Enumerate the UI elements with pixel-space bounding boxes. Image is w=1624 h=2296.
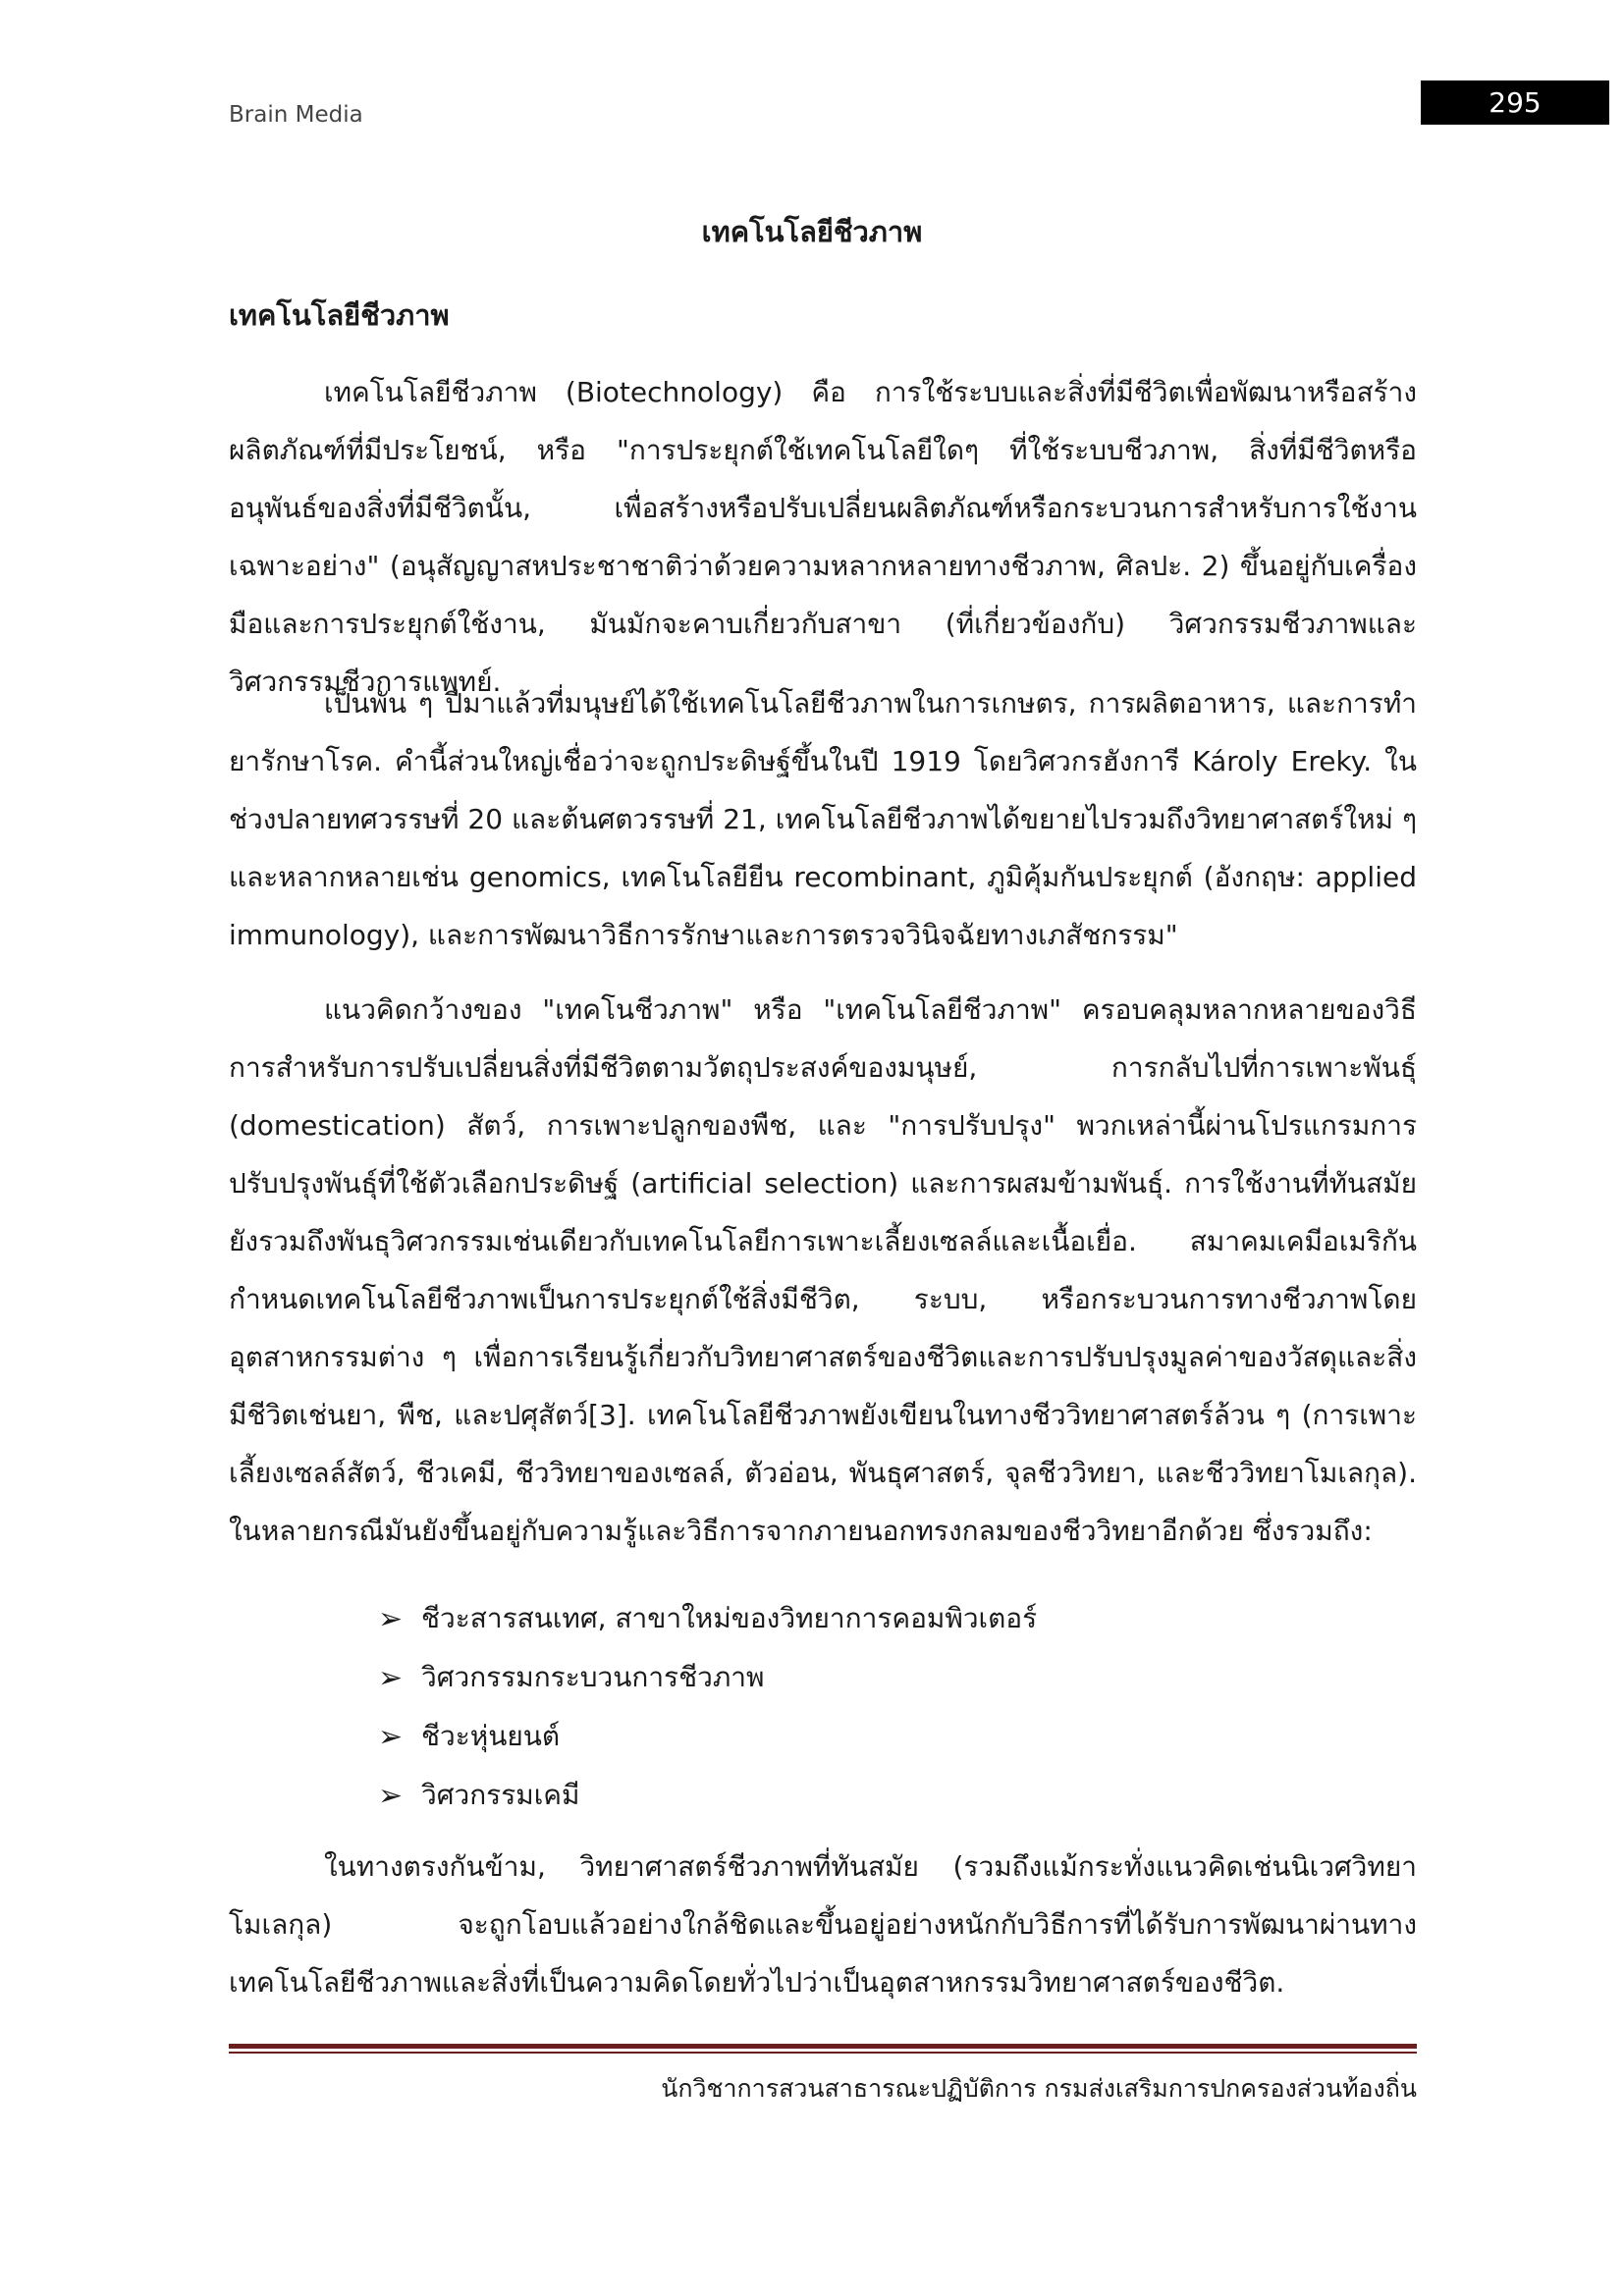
list-item bbox=[378, 1648, 1037, 1707]
arrow-bullet-icon: ➢ bbox=[378, 1778, 404, 1813]
paragraph-text: แนวคิดกว้างของ "เทคโนชีวภาพ" หรือ "เทคโนโลยีชีวภาพ" ครอบคลุมหลากหลายของวิธีการสำหรับการปรับเปลี่ยนสิ่งที่มีชีวิตตามวัตถุประสงค์ของมนุษย์, การกลับไปที่การเพาะพันธุ์ (domestication) สัตว์, การเพาะปลูกของพืช, และ "การปรับปรุง" พวกเหล่านี้ผ่านโปรแกรมการปรับปรุงพันธุ์ที่ใช้ตัวเลือกประดิษฐ์ (artificial selection) และการผสมข้ามพันธุ์. การใช้งานที่ทันสมัยยังรวมถึงพันธุวิศวกรรมเช่นเดียวกับเทคโนโลยีการเพาะเลี้ยงเซลล์และเนื้อเยื่อ. สมาคมเคมีอเมริกันกำหนดเทคโนโลยีชีวภาพเป็นการประยุกต์ใช้สิ่งมีชีวิต, ระบบ, หรือกระบวนการทางชีวภาพโดยอุตสาหกรรมต่าง ๆ เพื่อการเรียนรู้เกี่ยวกับวิทยาศาสตร์ของชีวิตและการปรับปรุงมูลค่าของวัสดุและสิ่งมีชีวิตเช่นยา, พืช, และปศุสัตว์[3]. เทคโนโลยีชีวภาพยังเขียนในทางชีววิทยาศาสตร์ล้วน ๆ (การเพาะเลี้ยงเซลล์สัตว์, ชีวเคมี, ชีววิทยาของเซลล์, ตัวอ่อน, พันธุศาสตร์, จุลชีววิทยา, และชีววิทยาโมเลกุล). ในหลายกรณีมันยังขึ้นอยู่กับความรู้และวิธีการจากภายนอกทรงกลมของชีววิทยาอีกด้วย ซึ่งรวมถึง: bbox=[229, 993, 1417, 1547]
paragraph-4 bbox=[229, 1838, 1417, 2011]
paragraph-text: เป็นพัน ๆ ปีมาแล้วที่มนุษย์ได้ใช้เทคโนโลยีชีวภาพในการเกษตร, การผลิตอาหาร, และการทำยารักษาโรค. คำนี้ส่วนใหญ่เชื่อว่าจะถูกประดิษฐ์ขึ้นในปี 1919 โดยวิศวกรฮังการี Károly Ereky. ในช่วงปลายทศวรรษที่ 20 และต้นศตวรรษที่ 21, เทคโนโลยีชีวภาพได้ขยายไปรวมถึงวิทยาศาสตร์ใหม่ ๆ และหลากหลายเช่น genomics, เทคโนโลยียีน recombinant, ภูมิคุ้มกันประยุกต์ (อังกฤษ: applied immunology), และการพัฒนาวิธีการรักษาและการตรวจวินิจฉัยทางเภสัชกรรม" bbox=[229, 687, 1417, 951]
page-number-badge: 295 bbox=[1421, 80, 1609, 125]
paragraph-3 bbox=[229, 981, 1417, 1560]
paragraph-2 bbox=[229, 674, 1417, 964]
paragraph-1 bbox=[229, 363, 1417, 711]
footer-divider-thin bbox=[229, 2052, 1417, 2054]
list-item bbox=[378, 1589, 1037, 1648]
page-title: เทคโนโลยีชีวภาพ bbox=[701, 215, 923, 248]
brand-name: Brain Media bbox=[229, 102, 363, 128]
bullet-list bbox=[378, 1589, 1037, 1825]
arrow-bullet-icon: ➢ bbox=[378, 1601, 404, 1636]
list-item-text: วิศวกรรมเคมี bbox=[421, 1779, 580, 1811]
section-heading: เทคโนโลยีชีวภาพ bbox=[229, 298, 450, 332]
list-item bbox=[378, 1707, 1037, 1766]
arrow-bullet-icon: ➢ bbox=[378, 1660, 404, 1695]
footer-divider bbox=[229, 2044, 1417, 2049]
paragraph-text: ในทางตรงกันข้าม, วิทยาศาสตร์ชีวภาพที่ทันสมัย (รวมถึงแม้กระทั่งแนวคิดเช่นนิเวศวิทยาโมเลกุล) จะถูกโอบแล้วอย่างใกล้ชิดและขึ้นอยู่อย่างหนักกับวิธีการที่ได้รับการพัฒนาผ่านทางเทคโนโลยีชีวภาพและสิ่งที่เป็นความคิดโดยทั่วไปว่าเป็นอุตสาหกรรมวิทยาศาสตร์ของชีวิต. bbox=[229, 1850, 1417, 1999]
list-item-text: ชีวะสารสนเทศ, สาขาใหม่ของวิทยาการคอมพิวเตอร์ bbox=[421, 1602, 1038, 1634]
paragraph-text: เทคโนโลยีชีวภาพ (Biotechnology) คือ การใช้ระบบและสิ่งที่มีชีวิตเพื่อพัฒนาหรือสร้างผลิตภัณฑ์ที่มีประโยชน์, หรือ "การประยุกต์ใช้เทคโนโลยีใดๆ ที่ใช้ระบบชีวภาพ, สิ่งที่มีชีวิตหรืออนุพันธ์ของสิ่งที่มีชีวิตนั้น, เพื่อสร้างหรือปรับเปลี่ยนผลิตภัณฑ์หรือกระบวนการสำหรับการใช้งานเฉพาะอย่าง" (อนุสัญญาสหประชาชาติว่าด้วยความหลากหลายทางชีวภาพ, ศิลปะ. 2) ขึ้นอยู่กับเครื่องมือและการประยุกต์ใช้งาน, มันมักจะคาบเกี่ยวกับสาขา (ที่เกี่ยวข้องกับ) วิศวกรรมชีวภาพและวิศวกรรมชีวการแพทย์. bbox=[229, 376, 1417, 698]
list-item bbox=[378, 1766, 1037, 1825]
arrow-bullet-icon: ➢ bbox=[378, 1719, 404, 1754]
list-item-text: ชีวะหุ่นยนต์ bbox=[421, 1720, 561, 1752]
footer-text: นักวิชาการสวนสาธารณะปฏิบัติการ กรมส่งเสริมการปกครองส่วนท้องถิ่น bbox=[661, 2074, 1417, 2103]
list-item-text: วิศวกรรมกระบวนการชีวภาพ bbox=[421, 1661, 765, 1693]
